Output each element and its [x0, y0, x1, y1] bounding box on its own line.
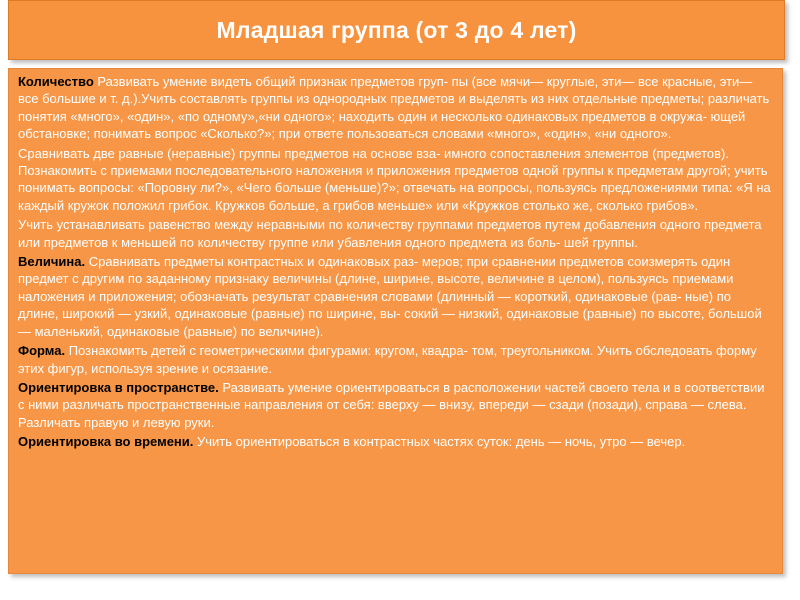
content-panel [8, 68, 783, 574]
paragraph-time-orientation [18, 433, 773, 450]
paragraph-text: Сравнивать предметы контрастных и одинаковых раз- меров; при сравнении предметов соизмерять один предмет с другим по заданному признаку величины (длине, ширине, высоте, величине в целом), пользуясь приемами наложения и приложения; обозначать результат сравнения словами (длинный — короткий, одинаковые (рав- ные) по длине, широкий — узкий, одинаковые (равные) по ширине, вы- сокий — низкий, одинаковые (равные) по высоте, большой — маленький, одинаковые (равные) по величине). [18, 254, 762, 339]
paragraph-size [18, 253, 773, 340]
paragraph-quantity [18, 73, 773, 143]
page-title: Младшая группа (от 3 до 4 лет) [216, 16, 577, 43]
paragraph-text: Сравнивать две равные (неравные) группы предметов на основе вза- имного сопоставления элементов (предметов). Познакомить с приемами последовательного наложения и приложения предметов одной группы к предметам другой; учить понимать вопросы: «Поровну ли?», «Чего больше (меньше)?»; отвечать на вопросы, пользуясь предложениями типа: «Я на каждый кружок положил грибок. Кружков больше, а грибов меньше» или «Кружков столько же, сколько грибов». [18, 145, 771, 213]
title-banner [8, 0, 785, 60]
paragraph-text: Развивать умение ориентироваться в расположении частей своего тела и в соответствии с ними различать пространственные направления от себя: вверху — внизу, впереди — сзади (позади), справа — слева. Различать правую и левую руки. [18, 379, 765, 430]
paragraph-text: Учить ориентироваться в контрастных частях суток: день — ночь, утро — вечер. [193, 434, 686, 450]
paragraph-equality [18, 216, 773, 251]
paragraph-label: Величина. [18, 254, 86, 270]
paragraph-label: Ориентировка во времени. [18, 434, 194, 450]
paragraph-space-orientation [18, 379, 773, 431]
paragraph-label: Количество [18, 74, 94, 89]
paragraph-label: Ориентировка в пространстве. [18, 379, 219, 395]
paragraph-text: Познакомить детей с геометрическими фигурами: кругом, квадра- том, треугольником. Учить обследовать форму этих фигур, используя зрение и осязание. [18, 343, 757, 376]
paragraph-comparison [18, 145, 773, 215]
paragraph-shape [18, 342, 773, 377]
paragraph-text: Развивать умение видеть общий признак предметов груп- пы (все мячи— круглые, эти— все красные, эти— все большие и т. д.).Учить составлять группы из однородных предметов и выделять из них отдельные предметы; различать понятия «много», «один», «по одному»,«ни одного»; находить один и несколько одинаковых предметов в окружа- ющей обстановке; понимать вопрос «Сколько?»; при ответе пользоваться словами «много», «один», «ни одного». [18, 74, 770, 142]
paragraph-text: Учить устанавливать равенство между неравными по количеству группами предметов путем добавления одного предмета или предметов к меньшей по количеству группе или убавления одного предмета из боль- шей группы. [18, 217, 762, 250]
paragraph-label: Форма. [18, 343, 66, 359]
